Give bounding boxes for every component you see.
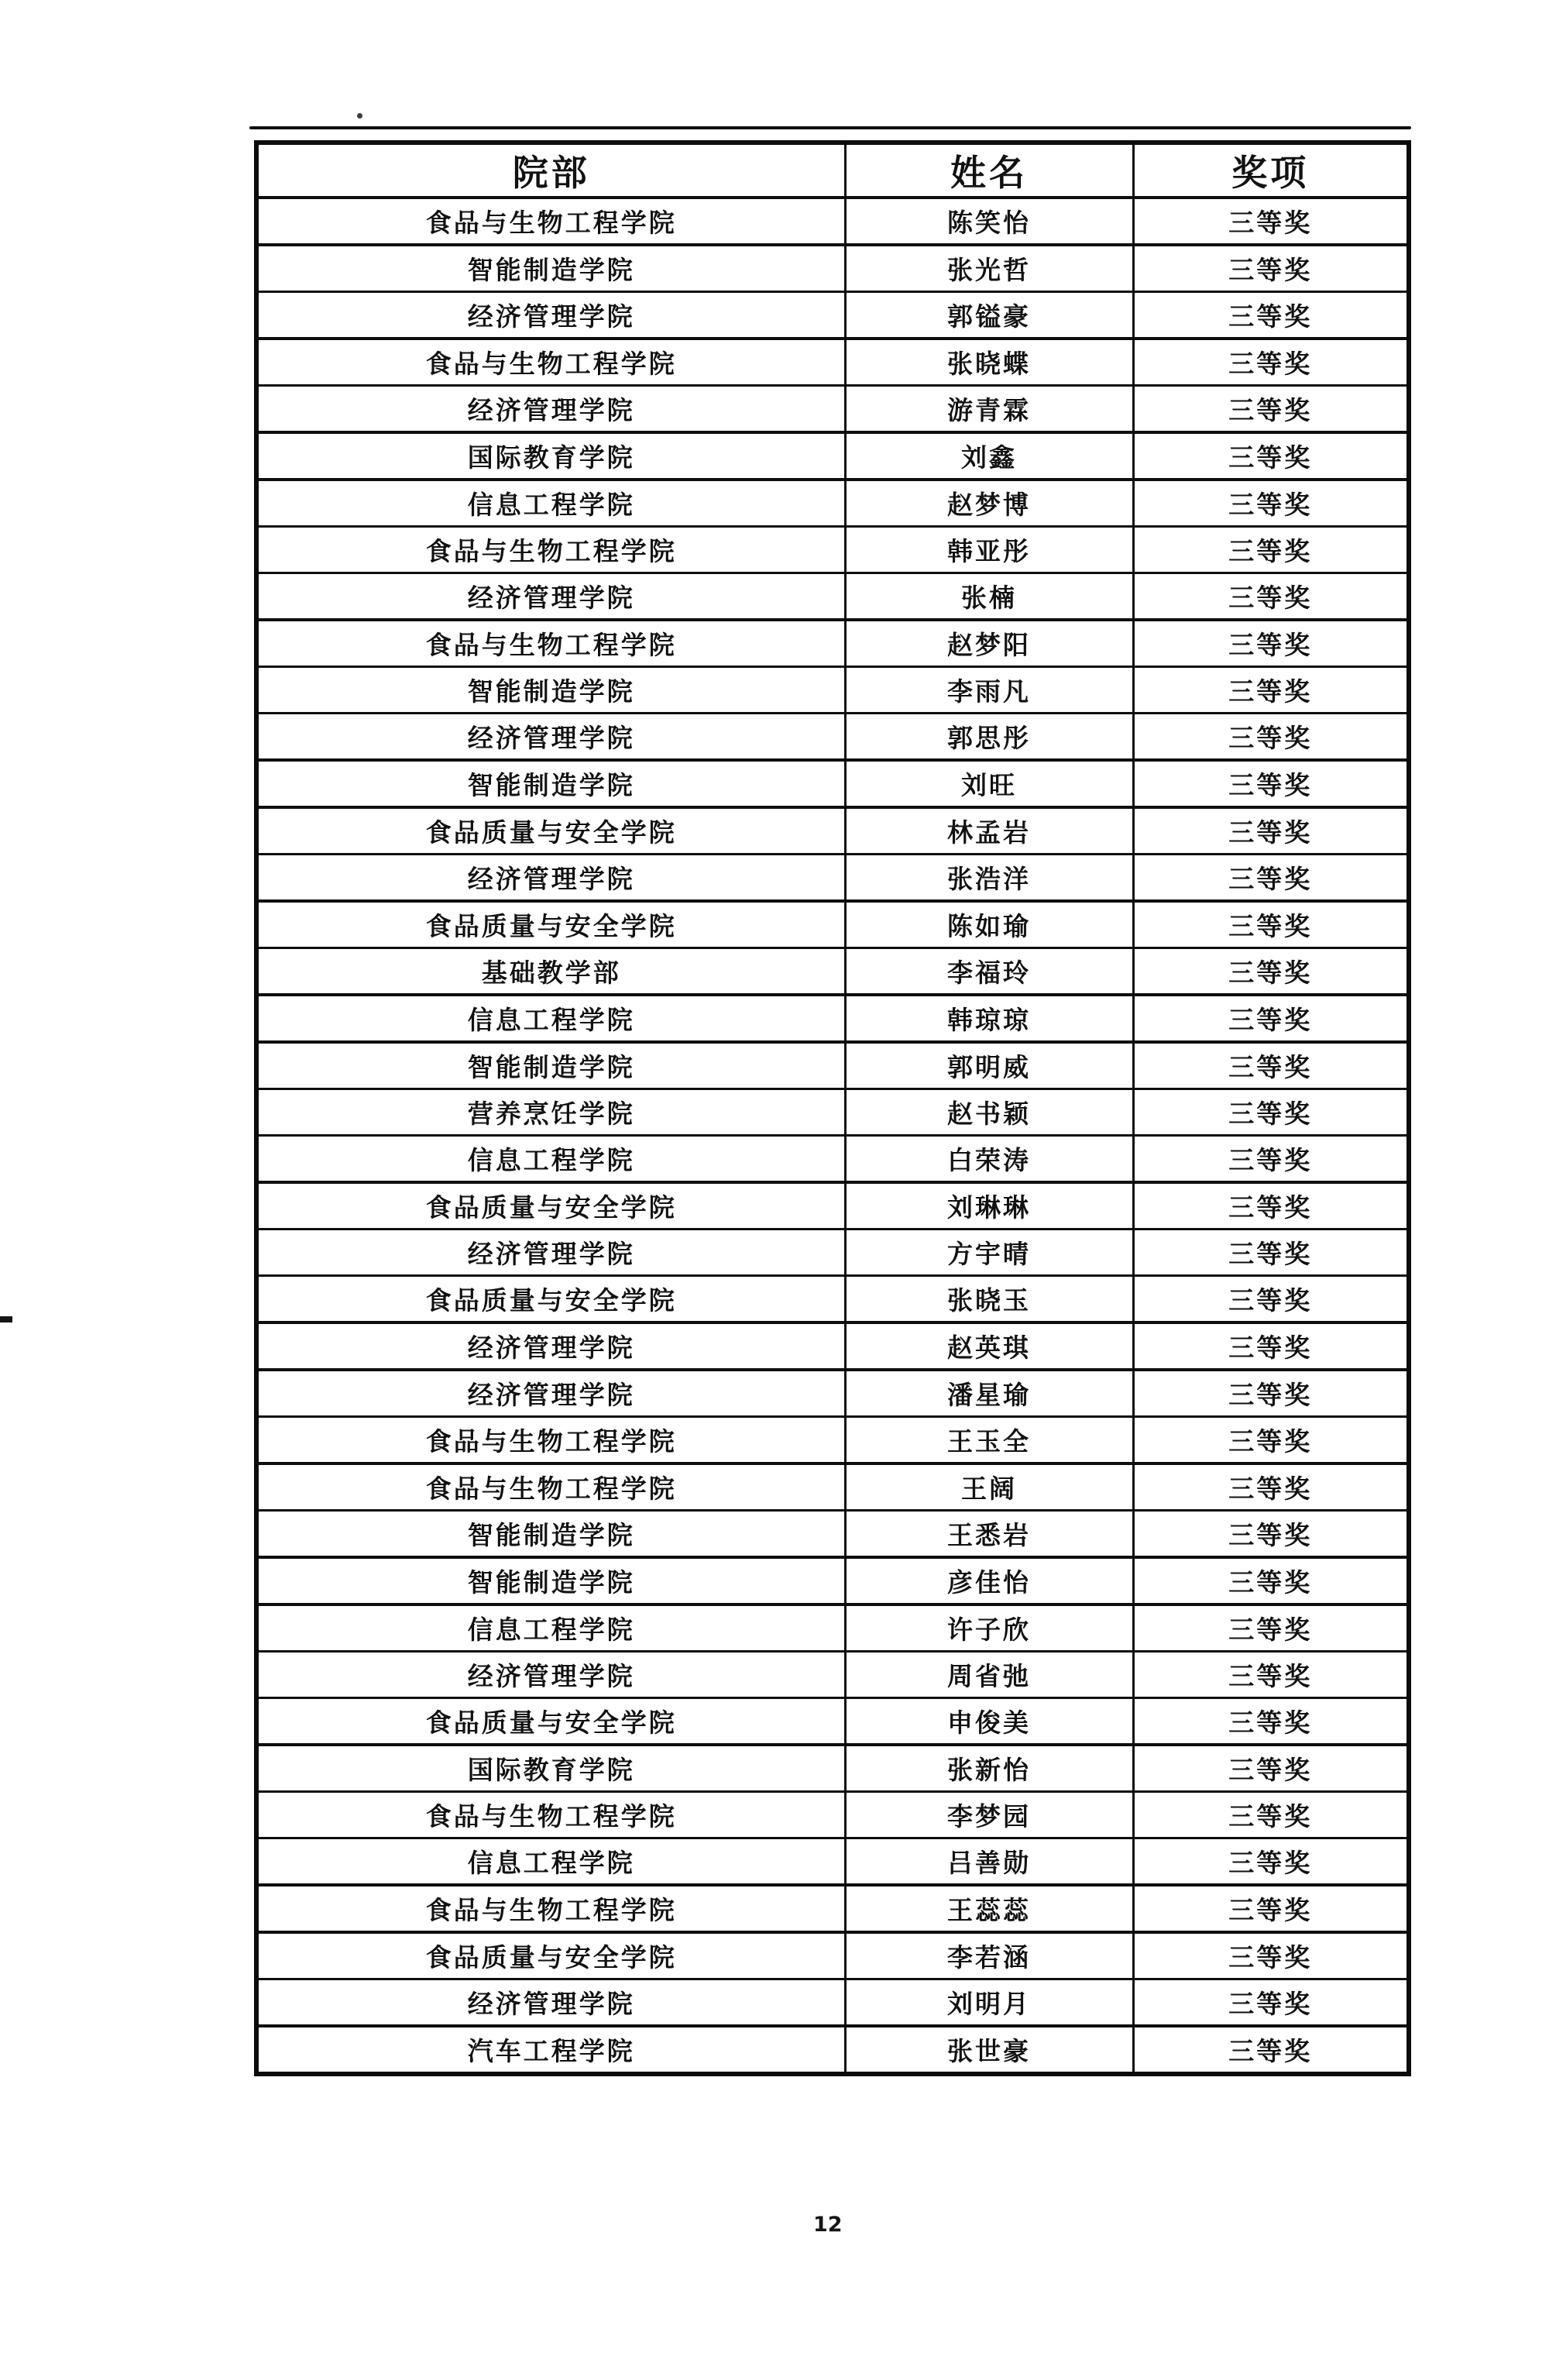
cell-award: 三等奖	[1133, 1370, 1409, 1417]
cell-college: 经济管理学院	[256, 1322, 845, 1370]
table-row	[256, 1652, 1409, 1698]
header-college: 院部	[256, 143, 845, 198]
cell-college: 食品与生物工程学院	[256, 620, 845, 667]
cell-name: 许子欣	[845, 1604, 1133, 1652]
cell-name: 陈如瑜	[845, 901, 1133, 948]
table-row	[256, 1276, 1409, 1323]
cell-name: 周省弛	[845, 1652, 1133, 1698]
table-row	[256, 2026, 1409, 2074]
table-row	[256, 432, 1409, 480]
cell-name: 张楠	[845, 573, 1133, 621]
cell-name: 刘明月	[845, 1979, 1133, 2027]
table-row	[256, 1463, 1409, 1511]
cell-award: 三等奖	[1133, 714, 1409, 761]
cell-name: 吕善勋	[845, 1838, 1133, 1886]
table-row	[256, 1745, 1409, 1792]
cell-award: 三等奖	[1133, 1511, 1409, 1558]
cell-name: 王玉全	[845, 1417, 1133, 1464]
cell-college: 智能制造学院	[256, 667, 845, 714]
cell-college: 经济管理学院	[256, 573, 845, 621]
table-row	[256, 1604, 1409, 1652]
cell-college: 智能制造学院	[256, 760, 845, 807]
cell-college: 国际教育学院	[256, 432, 845, 480]
cell-name: 李福玲	[845, 948, 1133, 996]
cell-award: 三等奖	[1133, 527, 1409, 573]
cell-college: 经济管理学院	[256, 1370, 845, 1417]
cell-name: 张世豪	[845, 2026, 1133, 2074]
cell-award: 三等奖	[1133, 1838, 1409, 1886]
cell-award: 三等奖	[1133, 1136, 1409, 1183]
cell-award: 三等奖	[1133, 855, 1409, 902]
cell-college: 食品与生物工程学院	[256, 1792, 845, 1838]
cell-award: 三等奖	[1133, 1885, 1409, 1932]
table-row	[256, 198, 1409, 245]
table-row	[256, 855, 1409, 902]
table-header-row	[256, 143, 1409, 198]
cell-award: 三等奖	[1133, 1979, 1409, 2027]
table-row	[256, 807, 1409, 855]
table-row	[256, 292, 1409, 339]
cell-college: 智能制造学院	[256, 1511, 845, 1558]
cell-award: 三等奖	[1133, 1322, 1409, 1370]
table-row	[256, 1089, 1409, 1136]
cell-name: 张晓蝶	[845, 339, 1133, 386]
header-name: 姓名	[845, 143, 1133, 198]
cell-name: 韩琼琼	[845, 995, 1133, 1042]
cell-name: 张光哲	[845, 245, 1133, 292]
cell-award: 三等奖	[1133, 760, 1409, 807]
cell-name: 刘鑫	[845, 432, 1133, 480]
table-row	[256, 714, 1409, 761]
cell-college: 基础教学部	[256, 948, 845, 996]
cell-college: 智能制造学院	[256, 1042, 845, 1089]
cell-award: 三等奖	[1133, 2026, 1409, 2074]
cell-name: 赵梦阳	[845, 620, 1133, 667]
cell-name: 张浩洋	[845, 855, 1133, 902]
table-row	[256, 1370, 1409, 1417]
cell-award: 三等奖	[1133, 1932, 1409, 1979]
cell-award: 三等奖	[1133, 901, 1409, 948]
cell-award: 三等奖	[1133, 1182, 1409, 1230]
cell-name: 张新怡	[845, 1745, 1133, 1792]
table-row	[256, 901, 1409, 948]
cell-college: 食品质量与安全学院	[256, 1182, 845, 1230]
cell-award: 三等奖	[1133, 1652, 1409, 1698]
table-row	[256, 1979, 1409, 2027]
table-row	[256, 1698, 1409, 1745]
cell-award: 三等奖	[1133, 1089, 1409, 1136]
cell-name: 李梦园	[845, 1792, 1133, 1838]
cell-college: 经济管理学院	[256, 855, 845, 902]
cell-college: 信息工程学院	[256, 480, 845, 527]
cell-award: 三等奖	[1133, 1417, 1409, 1464]
cell-college: 经济管理学院	[256, 1652, 845, 1698]
table-row	[256, 1838, 1409, 1886]
cell-college: 营养烹饪学院	[256, 1089, 845, 1136]
cell-name: 林孟岩	[845, 807, 1133, 855]
cell-name: 王悉岩	[845, 1511, 1133, 1558]
cell-name: 彦佳怡	[845, 1557, 1133, 1604]
cell-college: 经济管理学院	[256, 714, 845, 761]
cell-award: 三等奖	[1133, 1557, 1409, 1604]
cell-name: 赵书颖	[845, 1089, 1133, 1136]
table-row	[256, 948, 1409, 996]
table-row	[256, 620, 1409, 667]
table-row	[256, 573, 1409, 621]
cell-college: 食品与生物工程学院	[256, 1417, 845, 1464]
table-row	[256, 1042, 1409, 1089]
table-row	[256, 1136, 1409, 1183]
cell-college: 信息工程学院	[256, 995, 845, 1042]
cell-name: 李雨凡	[845, 667, 1133, 714]
cell-award: 三等奖	[1133, 620, 1409, 667]
cell-award: 三等奖	[1133, 339, 1409, 386]
cell-award: 三等奖	[1133, 1698, 1409, 1745]
scan-dash-artifact	[0, 1316, 12, 1322]
cell-award: 三等奖	[1133, 386, 1409, 433]
cell-award: 三等奖	[1133, 667, 1409, 714]
table-row	[256, 1322, 1409, 1370]
cell-name: 郭明威	[845, 1042, 1133, 1089]
cell-name: 赵梦博	[845, 480, 1133, 527]
cell-award: 三等奖	[1133, 995, 1409, 1042]
cell-name: 郭思彤	[845, 714, 1133, 761]
cell-name: 游青霖	[845, 386, 1133, 433]
table-row	[256, 1932, 1409, 1979]
cell-award: 三等奖	[1133, 948, 1409, 996]
table-row	[256, 667, 1409, 714]
cell-award: 三等奖	[1133, 245, 1409, 292]
cell-name: 刘琳琳	[845, 1182, 1133, 1230]
table-row	[256, 480, 1409, 527]
scan-dot-artifact	[357, 113, 362, 119]
table-row	[256, 1511, 1409, 1558]
cell-award: 三等奖	[1133, 432, 1409, 480]
table-row	[256, 760, 1409, 807]
cell-name: 韩亚彤	[845, 527, 1133, 573]
cell-college: 信息工程学院	[256, 1136, 845, 1183]
cell-name: 申俊美	[845, 1698, 1133, 1745]
cell-award: 三等奖	[1133, 1463, 1409, 1511]
cell-college: 食品质量与安全学院	[256, 1276, 845, 1323]
table-row	[256, 339, 1409, 386]
cell-college: 食品质量与安全学院	[256, 901, 845, 948]
cell-award: 三等奖	[1133, 1745, 1409, 1792]
cell-name: 李若涵	[845, 1932, 1133, 1979]
cell-college: 食品质量与安全学院	[256, 1698, 845, 1745]
cell-name: 王阔	[845, 1463, 1133, 1511]
cell-college: 经济管理学院	[256, 386, 845, 433]
cell-award: 三等奖	[1133, 1604, 1409, 1652]
cell-name: 王蕊蕊	[845, 1885, 1133, 1932]
cell-award: 三等奖	[1133, 1792, 1409, 1838]
cell-award: 三等奖	[1133, 1042, 1409, 1089]
cell-college: 经济管理学院	[256, 292, 845, 339]
award-table	[254, 140, 1411, 2076]
table-row	[256, 1557, 1409, 1604]
cell-college: 信息工程学院	[256, 1838, 845, 1886]
cell-college: 智能制造学院	[256, 245, 845, 292]
page-number: 12	[813, 2213, 843, 2237]
table-row	[256, 1792, 1409, 1838]
cell-college: 食品质量与安全学院	[256, 1932, 845, 1979]
cell-name: 潘星瑜	[845, 1370, 1133, 1417]
cell-college: 食品与生物工程学院	[256, 527, 845, 573]
cell-college: 食品与生物工程学院	[256, 1885, 845, 1932]
cell-name: 陈笑怡	[845, 198, 1133, 245]
cell-name: 白荣涛	[845, 1136, 1133, 1183]
cell-college: 经济管理学院	[256, 1230, 845, 1276]
cell-name: 赵英琪	[845, 1322, 1133, 1370]
cell-college: 智能制造学院	[256, 1557, 845, 1604]
cell-award: 三等奖	[1133, 1230, 1409, 1276]
cell-college: 国际教育学院	[256, 1745, 845, 1792]
table-row	[256, 1417, 1409, 1464]
table-row	[256, 386, 1409, 433]
cell-college: 汽车工程学院	[256, 2026, 845, 2074]
table-row	[256, 527, 1409, 573]
cell-award: 三等奖	[1133, 807, 1409, 855]
table-row	[256, 1182, 1409, 1230]
cell-award: 三等奖	[1133, 1276, 1409, 1323]
table-row	[256, 245, 1409, 292]
cell-name: 张晓玉	[845, 1276, 1133, 1323]
cell-college: 食品质量与安全学院	[256, 807, 845, 855]
cell-award: 三等奖	[1133, 292, 1409, 339]
cell-college: 信息工程学院	[256, 1604, 845, 1652]
cell-award: 三等奖	[1133, 480, 1409, 527]
cell-college: 食品与生物工程学院	[256, 1463, 845, 1511]
cell-college: 食品与生物工程学院	[256, 198, 845, 245]
table-row	[256, 1230, 1409, 1276]
table-row	[256, 995, 1409, 1042]
cell-name: 方宇晴	[845, 1230, 1133, 1276]
table-row	[256, 1885, 1409, 1932]
cell-award: 三等奖	[1133, 573, 1409, 621]
table-top-scan-line	[249, 126, 1411, 129]
cell-name: 郭镒豪	[845, 292, 1133, 339]
cell-award: 三等奖	[1133, 198, 1409, 245]
header-award: 奖项	[1133, 143, 1409, 198]
cell-name: 刘旺	[845, 760, 1133, 807]
cell-college: 食品与生物工程学院	[256, 339, 845, 386]
cell-college: 经济管理学院	[256, 1979, 845, 2027]
